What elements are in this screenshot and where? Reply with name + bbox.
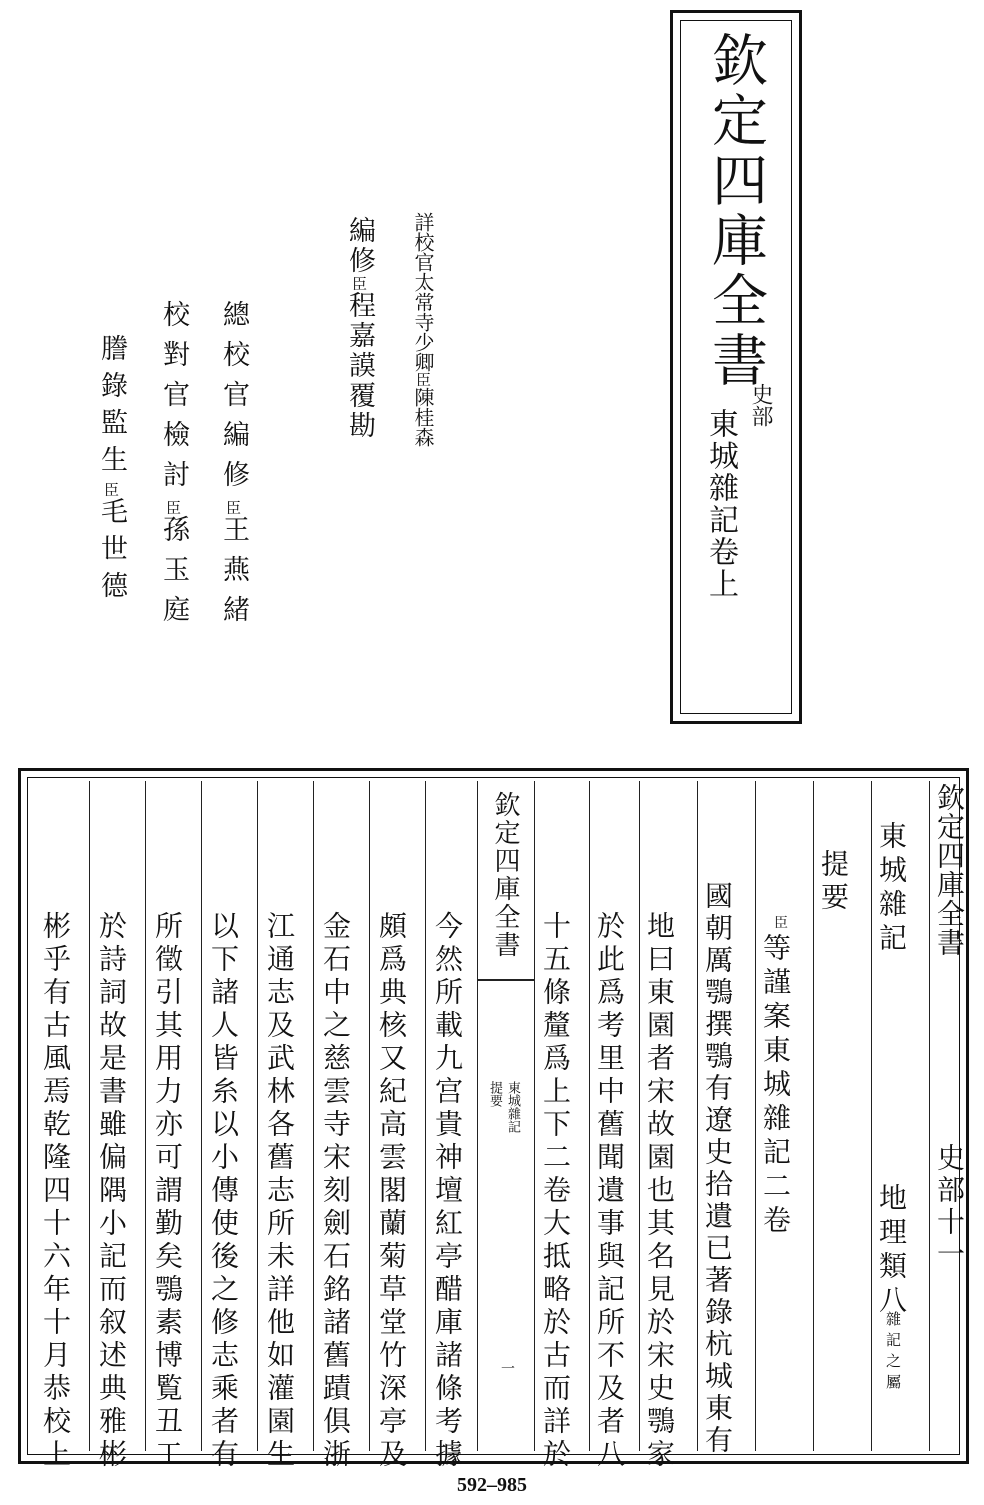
credit-editor-name: 程嘉謨覆勘	[344, 291, 375, 441]
column-rule	[755, 781, 756, 1451]
column-rule	[257, 781, 258, 1451]
body-column: 國朝厲鶚撰鶚有遼史拾遺已著錄杭城東有	[701, 881, 734, 1457]
credit-copyist-rank: 臣	[102, 482, 120, 497]
body-column: 於詩詞故是書雖偏隅小記而叙述典雅彬	[95, 911, 128, 1472]
credit-copyist-title: 謄錄監生	[96, 334, 127, 482]
credit-checker-title: 校對官檢討	[158, 300, 189, 500]
book-title: 東城雜記卷上	[703, 408, 738, 600]
credit-checker	[160, 300, 187, 635]
body-column: 以下諸人皆糸以小傳使後之修志乘者有	[207, 911, 240, 1472]
body-column: 十五條釐爲上下二卷大抵略於古而詳於	[539, 911, 572, 1472]
summary-intro: 等謹案東城雜記二卷	[759, 933, 792, 1239]
summary-chen: 臣	[772, 915, 788, 929]
credit-proofreader-rank: 臣	[414, 372, 432, 387]
center-book-title: 東城雜記	[505, 1081, 520, 1133]
body-column: 於此爲考里中舊聞遺事與記所不及者八	[593, 911, 626, 1472]
body-column: 地曰東園者宋故園也其名見於宋史鶚家	[643, 911, 676, 1472]
credit-editor	[346, 216, 373, 441]
column-rule	[425, 781, 426, 1451]
body-column: 今然所載九宫貴神壇紅亭醋庫諸條考據	[431, 911, 464, 1472]
credit-copyist	[98, 334, 125, 608]
column-rule	[201, 781, 202, 1451]
credit-checker-rank: 臣	[164, 500, 182, 515]
column-rule	[589, 781, 590, 1451]
summary-frame	[18, 768, 969, 1472]
column-rule	[313, 781, 314, 1451]
column-rule	[929, 781, 930, 1451]
column-rule	[871, 781, 872, 1451]
credit-proofreader	[410, 212, 437, 447]
center-title: 欽定四庫全書	[490, 791, 520, 959]
body-column: 頗爲典核又紀高雲閣蘭菊草堂竹深亭及	[375, 911, 408, 1472]
summary-book-title: 東城雜記	[875, 821, 908, 957]
credit-copyist-name: 毛世德	[96, 497, 127, 608]
column-rule	[145, 781, 146, 1451]
column-rule	[813, 781, 814, 1451]
summary-section: 史部十一	[933, 1143, 966, 1271]
credit-proofreader-title: 詳校官太常寺少卿	[411, 212, 435, 372]
summary-tiyao: 提要	[817, 849, 850, 915]
center-page-mark: 一	[499, 1361, 515, 1375]
column-rule	[697, 781, 698, 1451]
body-column: 彬乎有古風焉乾隆四十六年十月恭校上	[39, 911, 72, 1472]
center-strip	[477, 781, 535, 1451]
section-label: 史部	[748, 383, 773, 427]
column-rule	[89, 781, 90, 1451]
summary-header: 欽定四庫全書	[933, 783, 966, 957]
body-column: 江通志及武林各舊志所未詳他如灌園生	[263, 911, 296, 1472]
credit-editor-rank: 臣	[350, 276, 368, 291]
main-title: 欽定四庫全書	[703, 31, 768, 391]
credit-checker-name: 孫玉庭	[158, 515, 189, 635]
body-column: 所徵引其用力亦可謂勤矣鶚素博覧丑工	[151, 911, 184, 1472]
summary-category: 地理類八	[875, 1183, 908, 1319]
column-rule	[369, 781, 370, 1451]
credit-chief-rank: 臣	[224, 500, 242, 515]
center-tiyao: 提要	[487, 1081, 502, 1107]
column-rule	[639, 781, 640, 1451]
credit-chief-title: 總校官編修	[218, 300, 249, 500]
credit-chief-name: 王燕緒	[218, 515, 249, 635]
center-divider	[478, 979, 534, 981]
credit-editor-title: 編修	[344, 216, 375, 276]
page-number: 592–985	[457, 1474, 527, 1496]
credit-proofreader-name: 陳桂森	[411, 387, 435, 447]
summary-category-note: 雜記之屬	[884, 1311, 902, 1395]
body-column: 金石中之慈雲寺宋刻劍石銘諸舊蹟俱浙	[319, 911, 352, 1472]
credit-chief	[220, 300, 247, 635]
title-box	[670, 10, 802, 724]
